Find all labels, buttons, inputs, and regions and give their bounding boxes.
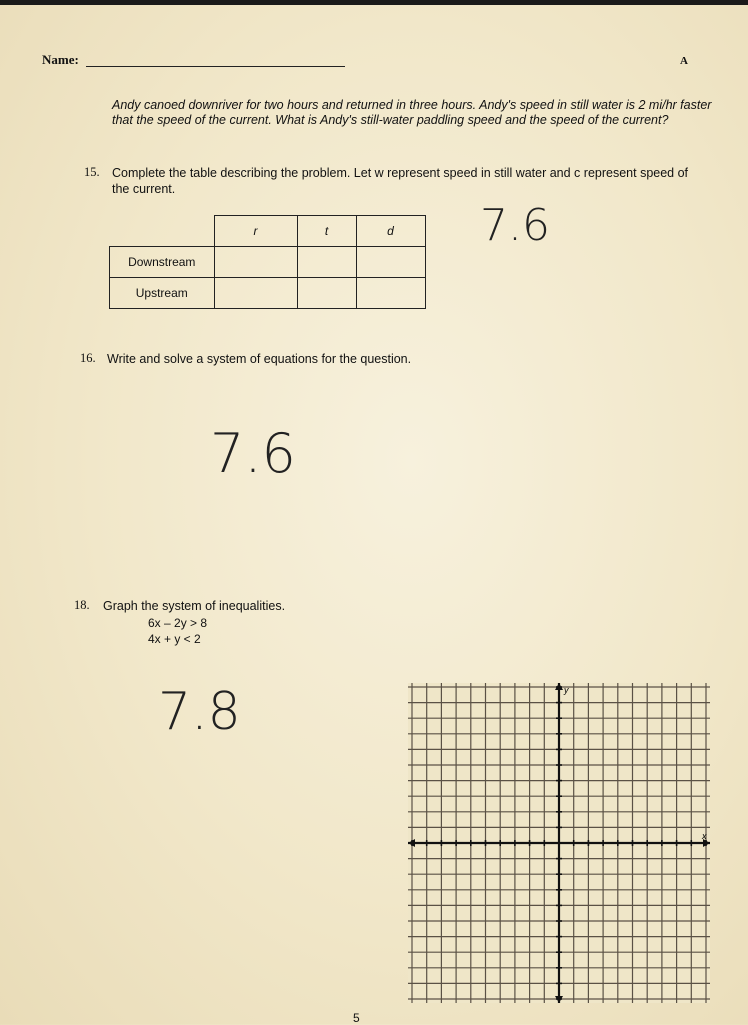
- table-row-upstream: [110, 278, 426, 309]
- y-axis-label: y: [564, 685, 569, 695]
- table-header-row: [110, 216, 426, 247]
- question-15-text: Complete the table describing the problem. Let w represent speed in still water and c represent speed of the current.: [112, 166, 689, 196]
- cell-downstream-r[interactable]: [214, 247, 297, 278]
- row-label-downstream: Downstream: [110, 247, 215, 278]
- column-header-d: d: [356, 216, 425, 247]
- handwritten-mark-16: 7.6: [210, 422, 296, 485]
- cell-downstream-t[interactable]: [297, 247, 356, 278]
- name-field-line[interactable]: [86, 66, 345, 67]
- question-16-number: 16.: [80, 351, 96, 365]
- cell-upstream-d[interactable]: [356, 278, 425, 309]
- test-version: A: [680, 55, 688, 67]
- inequality-1: 6x – 2y > 8: [148, 616, 208, 630]
- question-18-number: 18.: [74, 598, 90, 612]
- table-row-downstream: [110, 247, 426, 278]
- problem-statement: Andy canoed downriver for two hours and returned in three hours. Andy's speed in still water is 2 mi/hr faster that the speed of the current. What is Andy's still-water paddling speed and the speed of the current?: [112, 98, 712, 127]
- name-label: Name:: [42, 52, 79, 67]
- cell-upstream-r[interactable]: [214, 278, 297, 309]
- column-header-r: r: [214, 216, 297, 247]
- table-corner: [110, 216, 215, 247]
- photo-top-edge: [0, 0, 748, 5]
- rtd-table: [109, 215, 426, 309]
- handwritten-mark-15: 7.6: [480, 200, 550, 251]
- row-label-upstream: Upstream: [110, 278, 215, 309]
- cell-upstream-t[interactable]: [297, 278, 356, 309]
- question-18-text: Graph the system of inequalities.: [103, 599, 286, 613]
- cell-downstream-d[interactable]: [356, 247, 425, 278]
- coordinate-grid[interactable]: [408, 683, 710, 1003]
- column-header-t: t: [297, 216, 356, 247]
- page-number: 5: [353, 1011, 360, 1025]
- question-16-text: Write and solve a system of equations for the question.: [107, 352, 412, 366]
- inequality-2: 4x + y < 2: [148, 632, 201, 646]
- x-axis-label: x: [702, 831, 707, 841]
- handwritten-mark-18: 7.8: [158, 682, 241, 742]
- question-15-number: 15.: [84, 165, 100, 179]
